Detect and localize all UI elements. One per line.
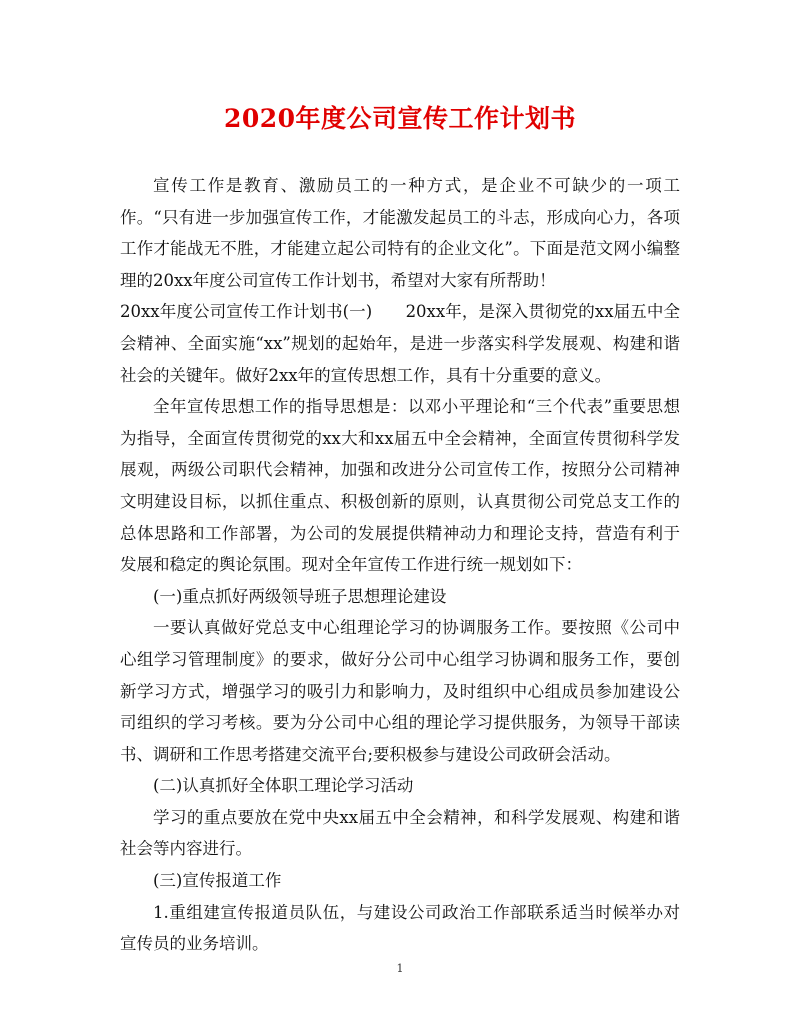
section-heading-1: (一)重点抓好两级领导班子思想理论建设: [153, 586, 447, 606]
paragraph-section-2: 学习的重点要放在党中央xx届五中全会精神，和科学发展观、构建和谐社会等内容进行。: [120, 807, 680, 859]
page-number: 1: [396, 962, 404, 975]
document-title: 2020年度公司宣传工作计划书: [223, 104, 577, 133]
section-heading-3: (三)宣传报道工作: [153, 871, 282, 891]
paragraph-plan-one: 20xx年度公司宣传工作计划书(一) 20xx年，是深入贯彻党的xx届五中全会精神、全面实施“xx”规划的起始年，是进一步落实科学发展观、构建和谐社会的关键年。做好2xx年的宣传思想工作，具有十分重要的意义。: [120, 302, 680, 385]
section-heading-2: (二)认真抓好全体职工理论学习活动: [153, 776, 414, 796]
paragraph-section-1: 一要认真做好党总支中心组理论学习的协调服务工作。要按照《公司中心组学习管理制度》的要求，做好分公司中心组学习协调和服务工作，要创新学习方式，增强学习的吸引力和影响力，及时组织中心组成员参加建设公司组织的学习考核。要为分公司中心组的理论学习提供服务，为领导干部读书、调研和工作思考搭建交流平台;要积极参与建设公司政研会活动。: [120, 618, 680, 764]
paragraph-section-3-item-1: 1.重组建宣传报道员队伍，与建设公司政治工作部联系适当时候举办对宣传员的业务培训。: [120, 902, 680, 954]
document-body: [120, 170, 680, 960]
paragraph-guiding-thought: 全年宣传思想工作的指导思想是：以邓小平理论和“三个代表”重要思想为指导，全面宣传贯彻党的xx大和xx届五中全会精神，全面宣传贯彻科学发展观，两级公司职代会精神，加强和改进分公司宣传工作，按照分公司精神文明建设目标，以抓住重点、积极创新的原则，认真贯彻公司党总支工作的总体思路和工作部署，为公司的发展提供精神动力和理论支持，营造有利于发展和稳定的舆论氛围。现对全年宣传工作进行统一规划如下：: [120, 397, 680, 575]
paragraph-intro: 宣传工作是教育、激励员工的一种方式，是企业不可缺少的一项工作。“只有进一步加强宣传工作，才能激发起员工的斗志，形成向心力，各项工作才能战无不胜，才能建立起公司特有的企业文化”。下面是范文网小编整理的20xx年度公司宣传工作计划书，希望对大家有所帮助！: [120, 176, 680, 290]
